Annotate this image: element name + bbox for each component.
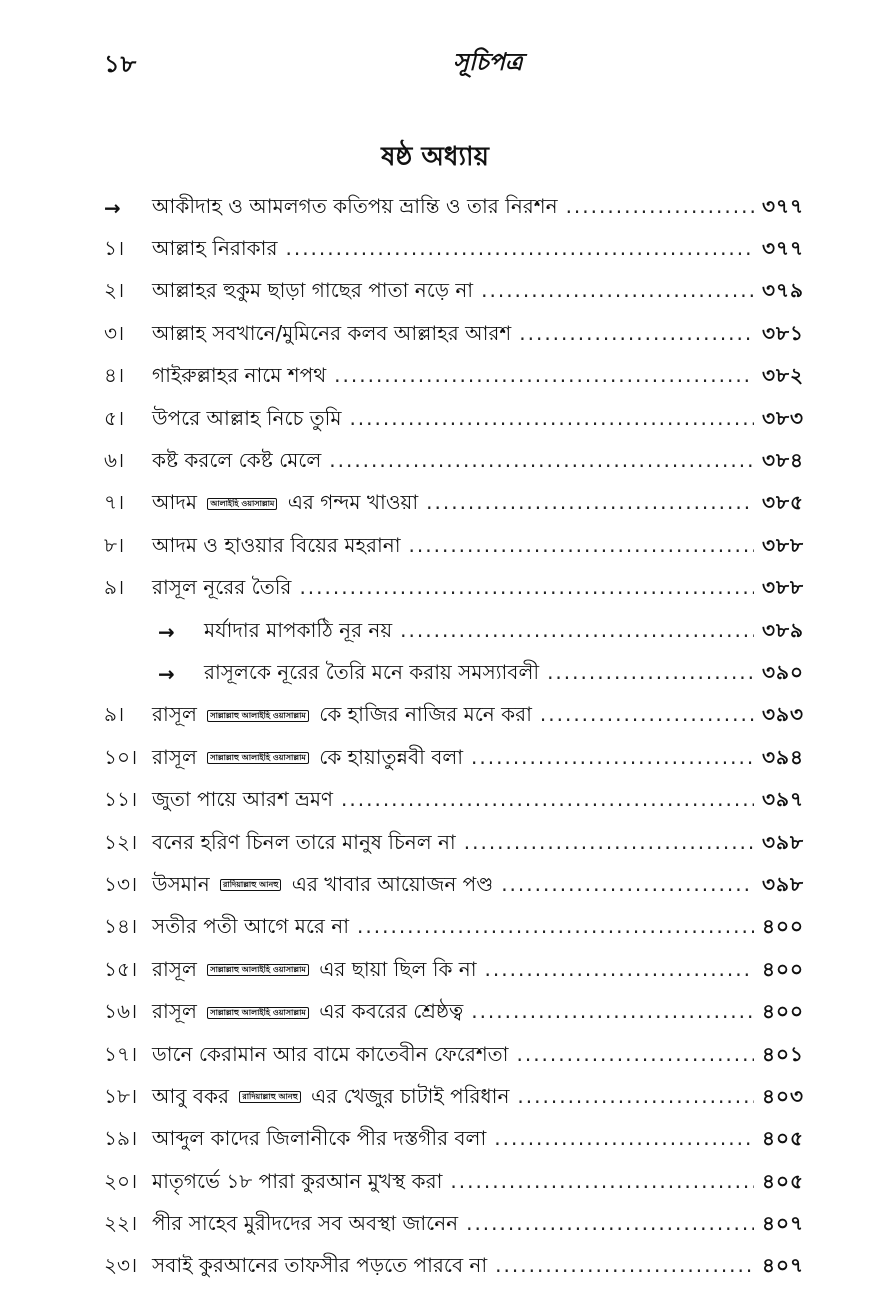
toc-number: ৩।: [104, 320, 125, 345]
toc-number: ১৪।: [104, 914, 138, 939]
toc-entry: [152, 573, 804, 606]
toc-entry: [152, 828, 804, 861]
toc-entry: [152, 997, 804, 1030]
toc-entry: [152, 361, 804, 394]
toc-entry: [152, 1209, 804, 1242]
toc-row: [0, 569, 870, 611]
toc-page-number: ৪০০: [762, 999, 804, 1024]
toc-title: সতীর পতী আগে মরে না: [152, 914, 350, 939]
toc-entry: [204, 616, 804, 649]
toc-entry: [152, 1167, 804, 1200]
toc-page-number: ৪০১: [762, 1041, 804, 1066]
honorific-glyph-icon: সাল্লাল্লাহু আলাইহি ওয়াসাল্লাম: [207, 752, 309, 764]
toc-title-part: এর ছায়া ছিল কি না: [319, 956, 477, 981]
dot-leader: [495, 1253, 754, 1277]
toc-title-part: উসমান: [152, 871, 210, 896]
toc-row: [0, 314, 870, 356]
toc-row: [0, 526, 870, 568]
toc-title: মাতৃগর্ভে ১৮ পারা কুরআন মুখস্থ করা: [152, 1168, 443, 1193]
running-head: সূচিপত্র: [453, 48, 523, 76]
dot-leader: [485, 957, 754, 981]
toc-page-number: ৩৭৭: [761, 236, 804, 261]
toc-title: [152, 955, 477, 988]
toc-entry: [152, 743, 804, 776]
honorific-glyph-icon: সাল্লাল্লাহু আলাইহি ওয়াসাল্লাম: [207, 1007, 309, 1019]
toc-title-part: আদম: [152, 490, 197, 515]
toc-page-number: ৪০৫: [762, 1168, 804, 1193]
toc-entry: [152, 1124, 804, 1157]
dot-leader: [540, 702, 754, 726]
toc-page-number: ৩৮১: [762, 320, 804, 345]
toc-title: বনের হরিণ চিনল তারে মানুষ চিনল না: [152, 829, 456, 854]
toc-row: [0, 950, 870, 992]
toc-title: গাইরুল্লাহর নামে শপথ: [152, 363, 327, 388]
toc-title-part: রাসূল: [152, 702, 197, 727]
toc-title-part: কে হায়াতুন্নবী বলা: [319, 744, 464, 769]
dot-leader: [481, 278, 754, 302]
toc-page-number: ৩৮৪: [762, 448, 804, 473]
honorific-glyph-icon: রাদিয়াল্লাহু আনহু: [220, 879, 281, 891]
dot-leader: [400, 618, 754, 642]
toc-title: [152, 743, 463, 776]
toc-row: [0, 780, 870, 822]
toc-title-part: এর খাবার আয়োজন পণ্ড: [291, 871, 494, 896]
toc-page-number: ৩৯৮: [762, 871, 804, 896]
toc-title: [152, 997, 463, 1030]
toc-page-number: ৪০৫: [762, 1126, 804, 1151]
toc-title: আল্লাহর হুকুম ছাড়া গাছের পাতা নড়ে না: [152, 278, 474, 303]
toc-number: ১৭।: [104, 1041, 138, 1066]
toc-page-number: ৩৮৫: [762, 490, 804, 515]
toc-entry: [152, 488, 804, 521]
toc-number: ৪।: [104, 363, 125, 388]
toc-entry: [152, 870, 804, 903]
toc-page-number: ৩৮৩: [762, 405, 804, 430]
toc-title: আব্দুল কাদের জিলানীকে পীর দস্তগীর বলা: [152, 1126, 487, 1151]
arrow-icon: →: [104, 196, 121, 221]
toc-entry: [152, 319, 804, 352]
toc-entry: [152, 234, 804, 267]
toc-page-number: ৪০০: [762, 956, 804, 981]
toc-entry: [152, 1251, 804, 1284]
chapter-title: ষষ্ঠ অধ্যায়: [381, 142, 489, 172]
honorific-glyph-icon: আলাইহি ওয়াসাল্লাম: [207, 498, 277, 510]
dot-leader: [471, 999, 754, 1023]
toc-title-part: এর খেজুর চাটাই পরিধান: [311, 1083, 510, 1108]
toc-entry: [152, 1040, 804, 1073]
toc-title-part: রাসূল: [152, 956, 197, 981]
toc-title: জুতা পায়ে আরশ ভ্রমণ: [152, 787, 334, 812]
toc-row: [0, 1035, 870, 1077]
toc-title-part: রাসূল: [152, 744, 197, 769]
toc-entry: [152, 955, 804, 988]
dot-leader: [357, 914, 754, 938]
toc-number: ২৩।: [104, 1253, 138, 1278]
dot-leader: [329, 448, 754, 472]
toc-number: ১২।: [104, 829, 138, 854]
toc-row: [0, 272, 870, 314]
toc-entry: [152, 276, 804, 309]
dot-leader: [341, 787, 754, 811]
dot-leader: [494, 1126, 754, 1150]
toc-number: ১।: [104, 236, 125, 261]
toc-title: রাসূল নূরের তৈরি: [152, 575, 292, 600]
toc-page-number: ৩৯৩: [762, 702, 804, 727]
toc-row: [0, 1204, 870, 1246]
toc-row: [0, 1120, 870, 1162]
toc-entry: [152, 785, 804, 818]
dot-leader: [334, 363, 754, 387]
toc-number: ১৫।: [104, 956, 138, 981]
toc-row: [0, 484, 870, 526]
toc-title-part: এর গন্দম খাওয়া: [287, 490, 419, 515]
toc-entry: [204, 658, 804, 691]
toc-title: আল্লাহ নিরাকার: [152, 236, 278, 261]
dot-leader: [547, 660, 754, 684]
toc-title: উপরে আল্লাহ নিচে তুমি: [152, 405, 342, 430]
toc-row: [0, 399, 870, 441]
toc-title: রাসূলকে নূরের তৈরি মনে করায় সমস্যাবলী: [204, 659, 540, 684]
toc-entry: [152, 404, 804, 437]
toc-number: ৬।: [104, 448, 125, 473]
toc-title-part: কে হাজির নাজির মনে করা: [319, 702, 532, 727]
toc-title: পীর সাহেব মুরীদদের সব অবস্থা জানেন: [152, 1211, 459, 1236]
toc-row: [0, 823, 870, 865]
toc-row: [0, 696, 870, 738]
toc-title-part: আবু বকর: [152, 1083, 229, 1108]
dot-leader: [516, 1042, 754, 1066]
honorific-glyph-icon: সাল্লাল্লাহু আলাইহি ওয়াসাল্লাম: [207, 710, 309, 722]
toc-row: [0, 653, 870, 695]
toc-title: কষ্ট করলে কেষ্ট মেলে: [152, 448, 322, 473]
toc-title: মর্যাদার মাপকাঠি নূর নয়: [204, 617, 393, 642]
toc-page-number: ৩৮৮: [762, 532, 804, 557]
toc-page-number: ৩৯০: [762, 659, 804, 684]
honorific-glyph-icon: সাল্লাল্লাহু আলাইহি ওয়াসাল্লাম: [207, 964, 309, 976]
dot-leader: [471, 745, 754, 769]
toc-page-number: ৩৭৯: [762, 278, 804, 303]
toc-number: ৯।: [104, 702, 125, 727]
toc-number: ৯।: [104, 575, 125, 600]
toc-number: ২।: [104, 278, 125, 303]
toc-page-number: ৩৮৯: [762, 617, 804, 642]
toc-page-number: ৩৯৭: [762, 787, 804, 812]
dot-leader: [517, 1084, 754, 1108]
toc-page-number: ৩৯৮: [762, 829, 804, 854]
toc-number: ৫।: [104, 405, 125, 430]
dot-leader: [466, 1211, 754, 1235]
toc-entry: [152, 912, 804, 945]
toc-row: [0, 738, 870, 780]
toc-title-part: রাসূল: [152, 999, 197, 1024]
dot-leader: [349, 406, 754, 430]
toc-entry: [152, 1082, 804, 1115]
toc-row: [0, 229, 870, 271]
toc-title-part: এর কবরের শ্রেষ্ঠত্ব: [319, 999, 464, 1024]
dot-leader: [285, 236, 754, 260]
toc-entry: [152, 531, 804, 564]
toc-number: ১৩।: [104, 871, 138, 896]
toc-entry: [152, 700, 804, 733]
toc-page-number: ৪০৩: [762, 1083, 804, 1108]
toc-row: [0, 1077, 870, 1119]
toc-row: [0, 1162, 870, 1204]
honorific-glyph-icon: রাদিয়াল্লাহু আনহু: [239, 1091, 300, 1103]
toc-number: ১১।: [104, 787, 138, 812]
toc-row: [0, 992, 870, 1034]
arrow-icon: →: [158, 620, 175, 645]
toc-title: [152, 700, 532, 733]
toc-entry: [152, 192, 804, 225]
toc-row: [0, 187, 870, 229]
toc-page-number: ৩৭৭: [761, 193, 804, 218]
toc-title: সবাই কুরআনের তাফসীর পড়তে পারবে না: [152, 1253, 488, 1278]
toc-title: [152, 1082, 509, 1115]
toc-number: ১০।: [104, 744, 138, 769]
toc-page-number: ৩৯৪: [762, 744, 804, 769]
dot-leader: [519, 321, 754, 345]
toc-number: ১৯।: [104, 1126, 138, 1151]
toc-number: ৮।: [104, 532, 125, 557]
toc-entry: [152, 446, 804, 479]
toc-row: [0, 611, 870, 653]
toc-number: ১৮।: [104, 1083, 138, 1108]
toc-title: আকীদাহ ও আমলগত কতিপয় ভ্রান্তি ও তার নিরশন: [152, 193, 558, 218]
dot-leader: [501, 872, 754, 896]
dot-leader: [464, 830, 754, 854]
page-number: ১৮: [104, 50, 138, 78]
toc-row: [0, 441, 870, 483]
dot-leader: [566, 194, 754, 218]
toc-number: ২০।: [104, 1168, 138, 1193]
toc-row: [0, 357, 870, 399]
dot-leader: [450, 1169, 754, 1193]
toc-title: ডানে কেরামান আর বামে কাতেবীন ফেরেশতা: [152, 1041, 509, 1066]
toc-page-number: ৩৮২: [762, 363, 804, 388]
toc-page-number: ৪০০: [762, 914, 804, 939]
dot-leader: [409, 533, 755, 557]
toc-row: [0, 1247, 870, 1289]
toc-number: ৭।: [104, 490, 125, 515]
toc-row: [0, 865, 870, 907]
toc-title: [152, 870, 493, 903]
toc-title: আদম ও হাওয়ার বিয়ের মহরানা: [152, 532, 401, 557]
dot-leader: [299, 575, 754, 599]
toc-page-number: ৪০৭: [762, 1211, 804, 1236]
toc-row: [0, 908, 870, 950]
toc-number: ১৬।: [104, 999, 138, 1024]
toc-number: ২২।: [104, 1211, 138, 1236]
table-of-contents: [0, 187, 870, 1289]
toc-page-number: ৩৮৮: [762, 575, 804, 600]
dot-leader: [426, 490, 754, 514]
toc-title: আল্লাহ সবখানে/মুমিনের কলব আল্লাহর আরশ: [152, 320, 512, 345]
toc-page-number: ৪০৭: [762, 1253, 804, 1278]
arrow-icon: →: [158, 662, 175, 687]
toc-title: [152, 488, 418, 521]
